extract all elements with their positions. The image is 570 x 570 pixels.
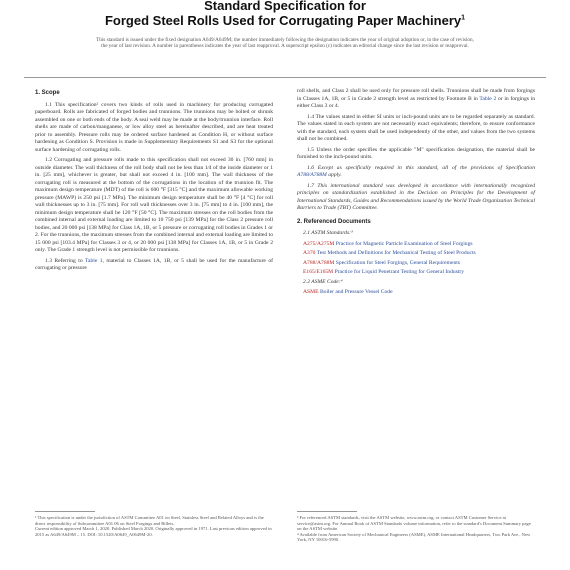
paragraph-1-4: 1.4 The values stated in either SI units or inch-pound units are to be regarded separately as standard. The values stated in each system are not necessarily exact equivalents; therefore, to ensure conformance with the standard, each system shall be used independently of the other, and values from the two systems shall not be combined. bbox=[297, 113, 535, 142]
footnote-divider-right bbox=[297, 511, 357, 512]
section-heading-referenced-documents: 2. Referenced Documents bbox=[297, 218, 371, 225]
header-divider bbox=[24, 77, 546, 78]
paragraph-1-3-continued bbox=[297, 88, 535, 111]
left-column bbox=[35, 88, 273, 276]
reference-item bbox=[303, 250, 535, 258]
paragraph-1-3-cont-end: or in forgings in either Class 3 or 4. bbox=[297, 95, 535, 109]
reference-code-link[interactable]: ASME bbox=[303, 289, 319, 295]
reference-code-link[interactable]: A370 bbox=[303, 250, 316, 256]
reference-code-link[interactable]: E165/E165M bbox=[303, 269, 334, 275]
footnotes-right bbox=[297, 515, 535, 543]
paragraph-1-5: 1.5 Unless the order specifies the applicable "M" specification designation, the material shall be furnished to the inch-pound units. bbox=[297, 146, 535, 160]
astm-reference-list bbox=[297, 241, 535, 277]
document-title: Forged Steel Rolls Used for Corrugating Paper Machinery bbox=[104, 13, 462, 28]
paragraph-1-6-text: 1.6 Except as specifically required in this standard, all of the provisions of Specification bbox=[307, 164, 535, 171]
paragraph-1-3-text-end: , material to Classes 1A, 1B, or 5 shall be used for the manufacture of corrugating or pressure bbox=[35, 257, 274, 271]
table-1-link[interactable]: Table 1 bbox=[84, 257, 103, 264]
title-footnote-mark: 1 bbox=[461, 14, 466, 22]
a788-link[interactable]: A788/A788M bbox=[297, 172, 327, 178]
paragraph-1-3-cont-text: roll shells, and Class 2 shall be used only for pressure roll shells. Trunnions shall be made from forgings in Classes 1A, 1B, or 5 in Grade 2 strength level as restricted by Footnote B in bbox=[297, 88, 535, 102]
right-column bbox=[297, 88, 535, 299]
reference-item bbox=[303, 241, 535, 249]
paragraph-1-1: 1.1 This specification² covers two kinds of rolls used in machinery for producing corrugated paperboard. Rolls are fabricated of forged bodies and trunnions. The trunnions may be bolted or shrunk assembled on one or both ends of the body. A seal weld may be made at the body/trunnion interface. Roll shells are made of carbon/manganese, or low alloy steel as hereinafter described, and are heat treated prior to assembly. Pressure rolls may be ordered surface hardened as Condition H, or without surface hardening as Condition S. Provision is made in Supplementary Requirements S1 and S3 for the optional surface hardening of corrugating rolls. bbox=[35, 101, 273, 153]
paragraph-1-3 bbox=[35, 258, 273, 273]
astm-standards-heading: 2.1 ASTM Standards:³ bbox=[303, 230, 353, 236]
reference-code-link[interactable]: A788/A788M bbox=[303, 259, 335, 266]
table-2-link[interactable]: Table 2 bbox=[479, 95, 497, 102]
reference-item bbox=[303, 260, 535, 268]
footnote-1: ¹ This specification is under the jurisdiction of ASTM Committee A01 on Steel, Stainless Steel and Related Alloys and is the direct responsibility of Subcommittee A01.06 on Steel Forgings and Billets. bbox=[35, 515, 264, 526]
footnote-4: ⁴ Available from American Society of Mechanical Engineers (ASME), ASME International Headquarters, Two Park Ave., New York, NY 10016-5990. bbox=[297, 531, 531, 543]
footnotes-left bbox=[35, 515, 273, 537]
footnote-divider-left bbox=[35, 511, 95, 512]
footnote-3: ³ For referenced ASTM standards, visit the ASTM website, www.astm.org, or contact ASTM Customer Service at service@astm.org. For Annual Book of ASTM Standards volume information, refer to the standard's Document Summary page on the ASTM website. bbox=[297, 515, 531, 532]
reference-title[interactable]: Specification for Steel Forgings, General Requirements bbox=[335, 259, 460, 266]
title-line-1: Standard Specification for bbox=[204, 0, 366, 13]
section-heading-scope: 1. Scope bbox=[35, 90, 60, 96]
title-line-2 bbox=[0, 13, 570, 28]
paragraph-1-6-end: apply. bbox=[326, 172, 342, 178]
reference-item bbox=[303, 289, 535, 297]
paragraph-1-2: 1.2 Corrugating and pressure rolls made to this specification shall not exceed 30 in. [760 mm] in outside diameter. The wall thickness of the roll body shall not be less than 1⁄4 of the inside diameter or 1 in. [25 mm], whichever is greater, but shall not exceed 4 in. [100 mm]. The wall thickness of the corrugating roll is measured at the bottom of the corrugations in the location of the trunnion fit. The maximum design temperature (MDT) of the roll is 600 °F [315 °C] and the maximum allowable working pressure (MAWP) is 250 psi [1.7 MPa]. The minimum design temperature shall be 40 °F [4 °C] for roll wall thicknesses up to 3 in. [75 mm]. For roll wall thicknesses over 3 in. [75 mm] to 4 in. [100 mm], the minimum design temperature shall be 120 °F [50 °C]. The maximum stresses on the roll bodies from the combined internal and external loading are limited to 10 750 psi [139 MPa] for the Class 2 pressure roll bodies, and 20 000 psi [138 MPa] for Class 1A, 1B, or 5 pressure or corrugating roll bodies in Grades 1 or 2. For the trunnions, the maximum stresses from the combined internal and external loading are limited to 15 000 psi [103.4 MPa] for Classes 3 or 4, or 20 000 psi [138 MPa] for Classes 1A, 1B, or 5 in Grade 2 only. The Grade 1 strength level is not permissible for trunnions. bbox=[35, 157, 274, 253]
paragraph-1-6 bbox=[297, 165, 535, 180]
asme-reference-list bbox=[297, 289, 535, 297]
reference-title[interactable]: Boiler and Pressure Vessel Code bbox=[319, 289, 393, 295]
paragraph-1-3-text: 1.3 Referring to bbox=[45, 257, 85, 264]
paragraph-1-7: 1.7 This international standard was developed in accordance with internationally recognized principles on standardization established in the Decision on Principles for the Development of International Standards, Guides and Recommendations issued by the World Trade Organization Technical Barriers to Trade (TBT) Committee. bbox=[297, 182, 535, 211]
asme-code-heading: 2.2 ASME Code:⁴ bbox=[303, 278, 343, 285]
reference-title[interactable]: Practice for Liquid Penetrant Testing for General Industry bbox=[334, 269, 465, 275]
designation-notice: This standard is issued under the fixed designation A649/A649M; the number immediately following the designation indicates the year of original adoption or, in the case of revision, the year of last revision. A number in parentheses indicates the year of last reapproval. A superscript epsilon (ε) indicates an editorial change since the last revision or reapproval. bbox=[96, 37, 474, 50]
reference-code-link[interactable]: A275/A275M bbox=[303, 240, 335, 247]
footnote-edition: Current edition approved March 1, 2020. Published March 2020. Originally approved in 1971. Last previous edition approved in 2015 as A649/A649M – 15. DOI: 10.1520/A0649_A0649M-20. bbox=[35, 526, 272, 537]
reference-item bbox=[303, 269, 535, 277]
reference-title[interactable]: Practice for Magnetic Particle Examination of Steel Forgings bbox=[335, 240, 473, 247]
reference-title[interactable]: Test Methods and Definitions for Mechanical Testing of Steel Products bbox=[316, 250, 476, 256]
